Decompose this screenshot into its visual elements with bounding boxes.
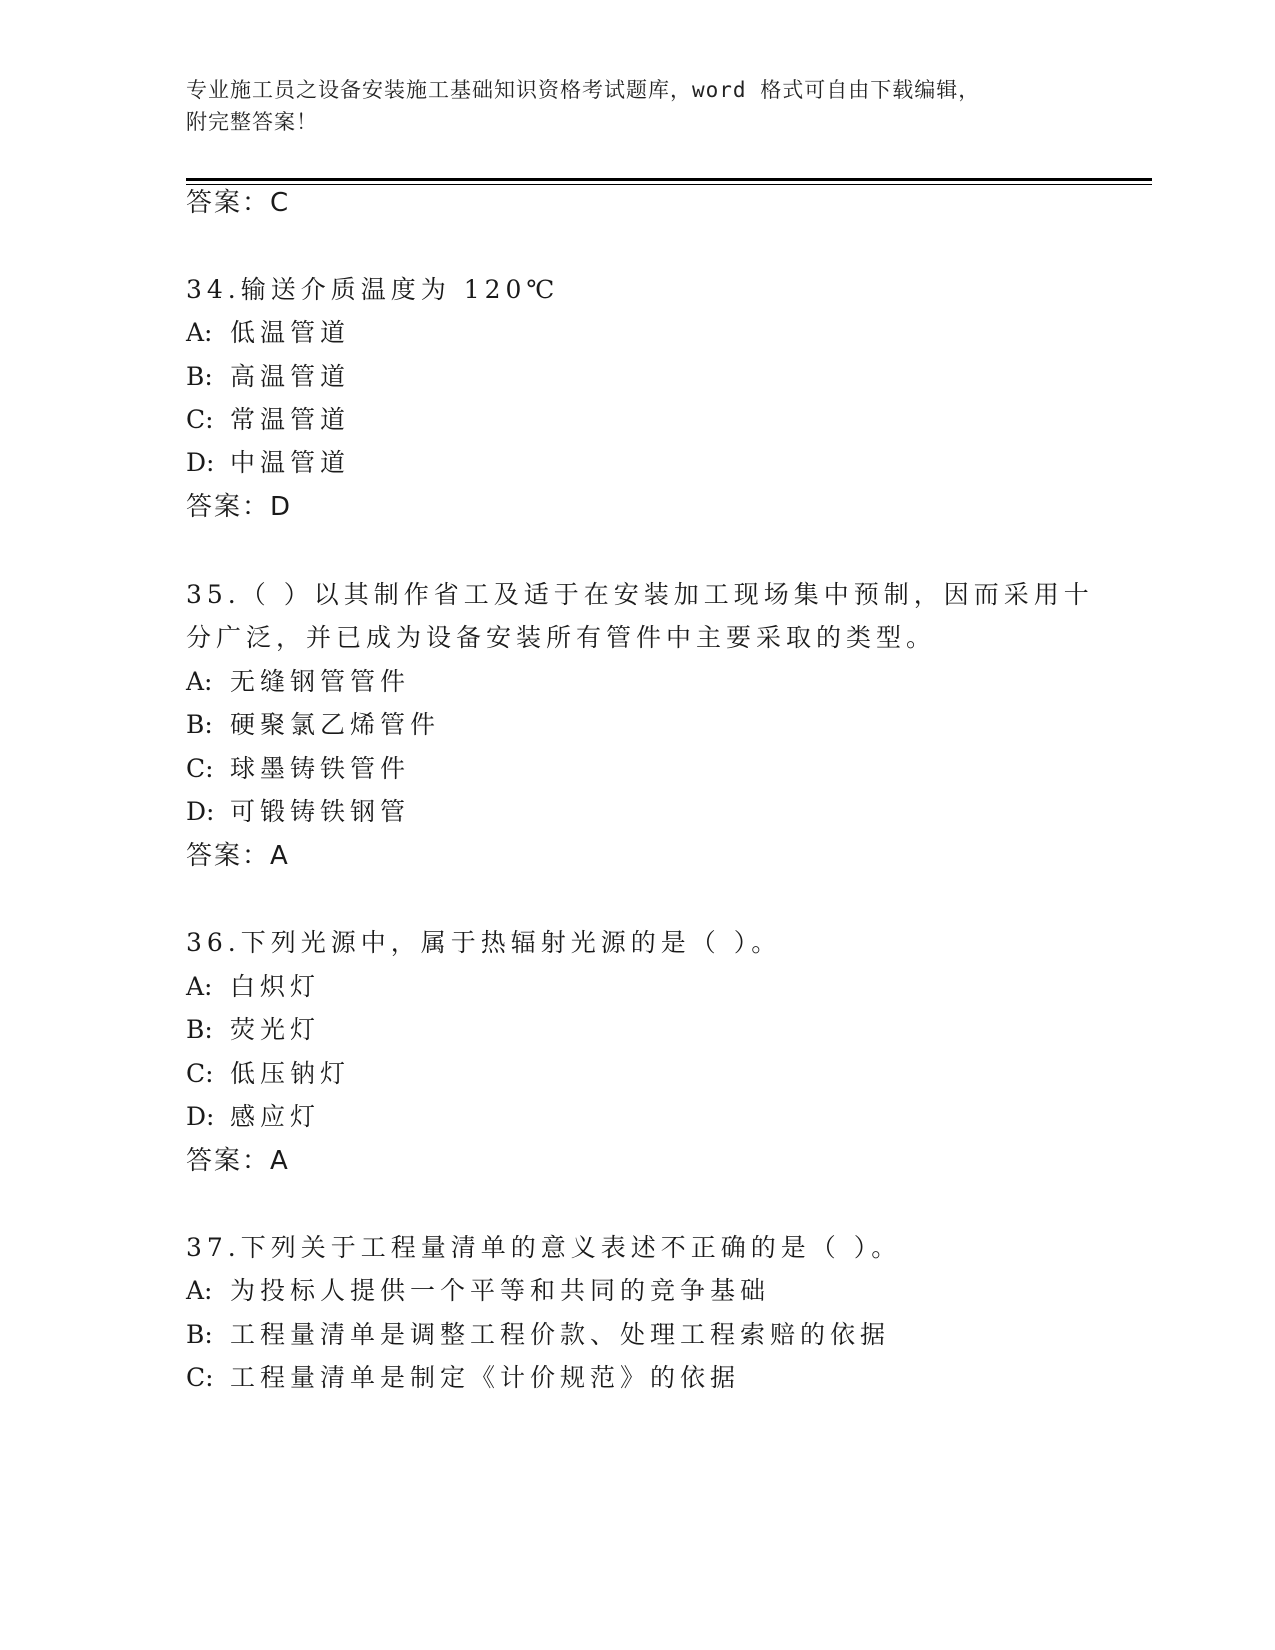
option-letter: C:: [186, 1363, 214, 1392]
answer-line: 答案：C: [186, 188, 291, 218]
option-text: 球墨铸铁管件: [230, 754, 411, 783]
question-35-stem-line-2: 分广泛，并已成为设备安装所有管件中主要采取的类型。: [186, 623, 937, 652]
option-a: [186, 667, 410, 697]
option-text: 硬聚氯乙烯管件: [230, 710, 441, 739]
option-c: [186, 405, 350, 435]
option-letter: A:: [186, 972, 213, 1001]
option-d: [186, 797, 410, 827]
option-text: 荧光灯: [230, 1015, 321, 1044]
option-text: 中温管道: [230, 448, 351, 477]
option-letter: B:: [186, 1015, 213, 1044]
option-b: [186, 1320, 890, 1350]
option-letter: C:: [186, 405, 214, 434]
option-c: [186, 1059, 350, 1089]
option-text: 可锻铸铁钢管: [230, 797, 411, 826]
option-letter: B:: [186, 1320, 213, 1349]
option-b: [186, 362, 350, 392]
option-text: 高温管道: [230, 362, 351, 391]
option-text: 低温管道: [230, 318, 351, 347]
option-a: [186, 972, 320, 1002]
answer-line: 答案：A: [186, 1146, 290, 1176]
option-letter: A:: [186, 667, 213, 696]
option-c: [186, 754, 410, 784]
option-letter: C:: [186, 754, 214, 783]
option-text: 感应灯: [230, 1102, 321, 1131]
option-letter: D:: [186, 448, 215, 477]
option-text: 为投标人提供一个平等和共同的竞争基础: [230, 1276, 771, 1305]
option-text: 无缝钢管管件: [230, 667, 411, 696]
option-letter: A:: [186, 318, 213, 347]
option-letter: D:: [186, 1102, 215, 1131]
option-letter: C:: [186, 1059, 214, 1088]
option-text: 白炽灯: [230, 972, 321, 1001]
option-text: 常温管道: [230, 405, 351, 434]
option-d: [186, 1102, 320, 1132]
option-c: [186, 1363, 740, 1393]
option-d: [186, 448, 350, 478]
question-37-stem: 37.下列关于工程量清单的意义表述不正确的是（ ）。: [186, 1233, 902, 1262]
option-b: [186, 710, 440, 740]
question-34-stem: 34.输送介质温度为 120℃: [186, 275, 560, 304]
option-letter: B:: [186, 710, 213, 739]
answer-line: 答案：A: [186, 841, 290, 871]
option-text: 低压钠灯: [230, 1059, 351, 1088]
option-letter: D:: [186, 797, 215, 826]
header-rule-thin: [186, 184, 1152, 185]
header-line-2: 附完整答案！: [186, 110, 318, 134]
question-36-stem: 36.下列光源中，属于热辐射光源的是（ ）。: [186, 928, 782, 957]
header-line-1: 专业施工员之设备安装施工基础知识资格考试题库，word 格式可自由下载编辑，: [186, 78, 981, 102]
option-letter: A:: [186, 1276, 213, 1305]
document-header: [186, 74, 1066, 138]
option-a: [186, 318, 350, 348]
option-letter: B:: [186, 362, 213, 391]
header-rule-thick: [186, 178, 1152, 181]
option-text: 工程量清单是调整工程价款、处理工程索赔的依据: [230, 1320, 891, 1349]
question-35-stem-line-1: 35.（ ）以其制作省工及适于在安装加工现场集中预制，因而采用十: [186, 580, 1094, 609]
option-a: [186, 1276, 770, 1306]
answer-line: 答案：D: [186, 492, 293, 522]
option-text: 工程量清单是制定《计价规范》的依据: [230, 1363, 741, 1392]
option-b: [186, 1015, 320, 1045]
